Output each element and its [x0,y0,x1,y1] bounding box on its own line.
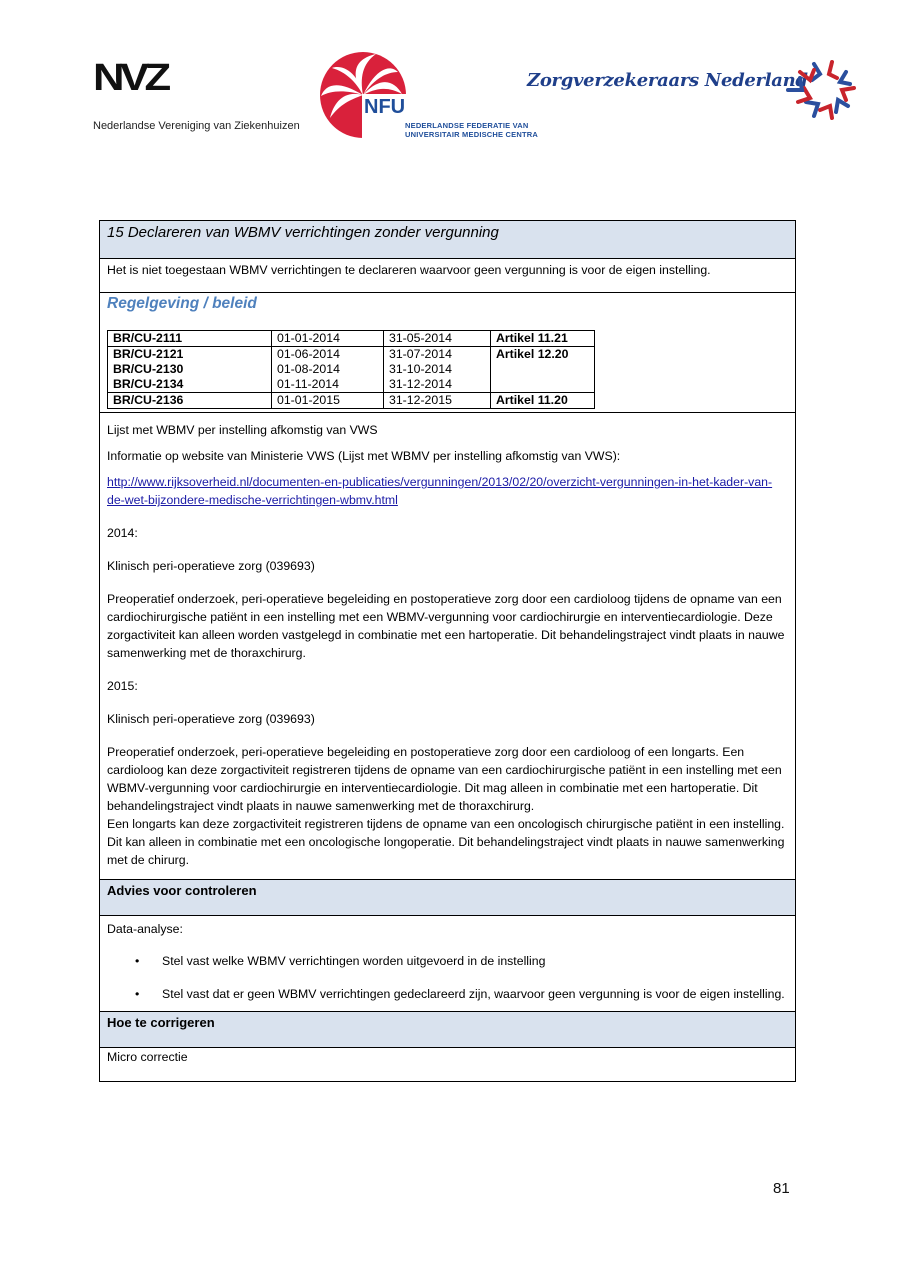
table-row [108,377,595,393]
body-paragraph: Lijst met WBMV per instelling afkomstig van VWS [107,423,378,437]
zn-emblem-icon [784,56,866,126]
corrigeren-text: Micro correctie [100,1048,795,1082]
end-date: 31-10-2014 [384,362,491,377]
nvz-logo-mark: NVZ [93,57,167,99]
end-date: 31-12-2014 [384,377,491,393]
regelgeving-heading: Regelgeving / beleid [107,295,257,312]
regelgeving-table [107,330,595,409]
nfu-tagline-2: UNIVERSITAIR MEDISCHE CENTRA [405,130,538,139]
end-date: 31-05-2014 [384,331,491,347]
advies-heading: Advies voor controleren [100,880,795,916]
vws-link[interactable]: http://www.rijksoverheid.nl/documenten-en-publicaties/vergunningen/2013/02/20/overzicht-vergunningen-in-het-kader-van-de-wet-bijzondere-medische-verrichtingen-wbmv.html [107,475,773,507]
rule-title-row [100,221,795,259]
zorgactiviteit-2014: Klinisch peri-operatieve zorg (039693) [107,559,315,573]
bullet-icon: • [135,987,140,1001]
advies-lead: Data-analyse: [107,922,183,936]
nfu-logo [318,50,538,142]
zorgactiviteit-2015: Klinisch peri-operatieve zorg (039693) [107,712,315,726]
nfu-tagline-1: NEDERLANDSE FEDERATIE VAN [405,121,529,130]
description-2015-cardioloog: Preoperatief onderzoek, peri-operatieve begeleiding en postoperatieve zorg door een cardioloog of een longarts. Een cardioloog kan deze zorgactiviteit registreren tijdens de opname van een cardiochirurgische patiënt in een instelling met een WBMV-vergunning voor cardiochirurgie en interventiecardiologie. Dit mag alleen in combinatie met een hartoperatie. Dit behandelingstraject vindt plaats in nauwe samenwerking met de thoraxchirurg. [107,745,782,813]
rule-intro: Het is niet toegestaan WBMV verrichtingen te declareren waarvoor geen vergunning is voor de eigen instelling. [100,259,795,293]
bullet-icon: • [135,954,140,968]
table-row [108,331,595,347]
nfu-swirl-icon [318,50,408,140]
rule-code: BR/CU-2111 [108,331,272,347]
description-2015-longarts: Een longarts kan deze zorgactiviteit registreren tijdens de opname van een oncologisch chirurgische patiënt in een instelling. Dit kan alleen in combinatie met een oncologische longoperatie. Dit behandelingstraject vindt plaats in nauwe samenwerking met de chirurg. [107,817,785,867]
rule-body [100,413,795,880]
corrigeren-heading: Hoe te corrigeren [100,1012,795,1048]
start-date: 01-01-2014 [272,331,384,347]
table-row [108,362,595,377]
artikel: Artikel 11.20 [491,393,595,409]
year-label-2014: 2014: [107,526,138,540]
nvz-logo [93,57,313,140]
advies-body [100,916,795,1012]
rule-code: BR/CU-2134 [108,377,272,393]
start-date: 01-06-2014 [272,347,384,363]
nvz-logo-caption: Nederlandse Vereniging van Ziekenhuizen [93,120,300,132]
artikel [491,377,595,393]
list-item [135,952,788,970]
rule-title: 15 Declareren van WBMV verrichtingen zonder vergunning [107,224,499,241]
nfu-acronym: NFU [364,96,406,118]
table-row [108,347,595,363]
body-paragraph: Informatie op website van Ministerie VWS (Lijst met WBMV per instelling afkomstig van VWS): [107,449,621,463]
list-item-text: Stel vast dat er geen WBMV verrichtingen gedeclareerd zijn, waarvoor geen vergunning is voor de eigen instelling. [162,987,785,1001]
regelgeving-row [100,293,795,413]
rule-frame [99,220,796,1082]
rule-code: BR/CU-2136 [108,393,272,409]
rule-code: BR/CU-2121 [108,347,272,363]
table-row [108,393,595,409]
rule-code: BR/CU-2130 [108,362,272,377]
artikel: Artikel 12.20 [491,347,595,363]
start-date: 01-11-2014 [272,377,384,393]
year-label-2015: 2015: [107,679,138,693]
end-date: 31-07-2014 [384,347,491,363]
description-2014: Preoperatief onderzoek, peri-operatieve begeleiding en postoperatieve zorg door een cardioloog tijdens de opname van een cardiochirurgische patiënt in een instelling met een WBMV-vergunning voor cardiochirurgie en interventiecardiologie. Deze zorgactiviteit kan alleen worden vastgelegd in combinatie met een hartoperatie. Dit behandelingstraject vindt plaats in nauwe samenwerking met de thoraxchirurg. [107,592,785,660]
list-item-text: Stel vast welke WBMV verrichtingen worden uitgevoerd in de instelling [162,954,546,968]
end-date: 31-12-2015 [384,393,491,409]
start-date: 01-01-2015 [272,393,384,409]
zn-logo-text: Zorgverzekeraars Nederland [527,70,808,91]
artikel: Artikel 11.21 [491,331,595,347]
page-number: 81 [773,1180,790,1197]
artikel [491,362,595,377]
list-item [135,985,788,1003]
start-date: 01-08-2014 [272,362,384,377]
advies-list [107,952,788,1003]
